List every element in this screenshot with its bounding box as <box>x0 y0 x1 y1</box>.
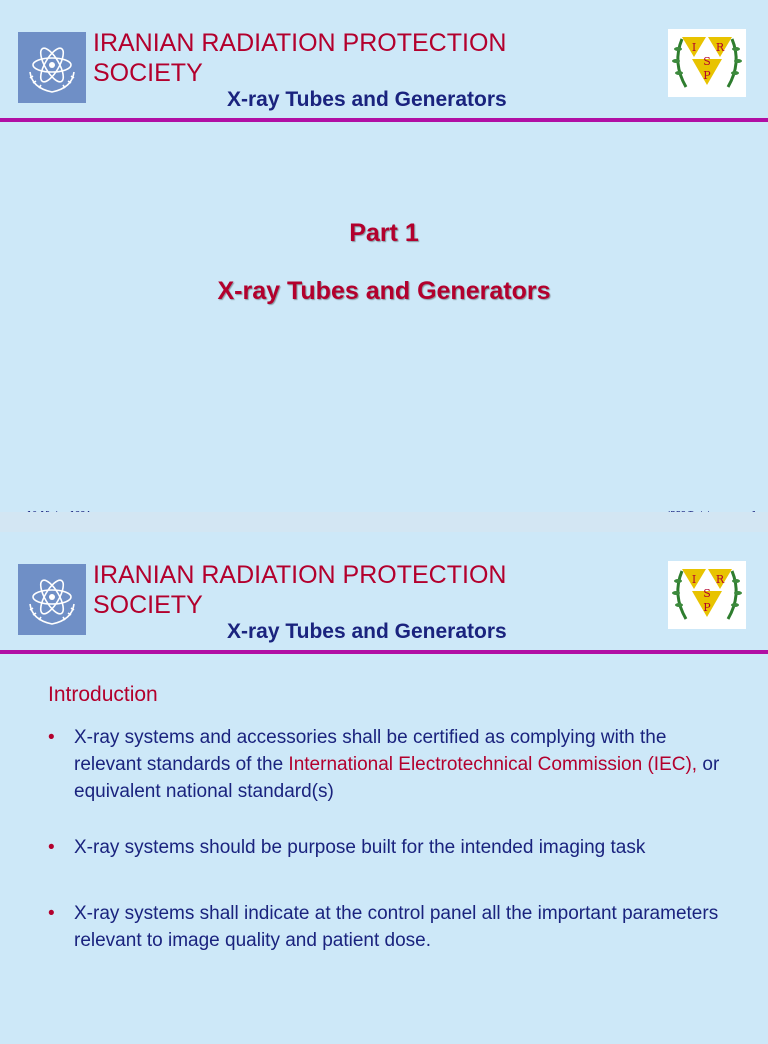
org-title-line2: SOCIETY <box>93 59 203 87</box>
logo-letter-i: I <box>691 573 697 586</box>
bullet-dot-icon: • <box>48 727 55 748</box>
org-title-line1: IRANIAN RADIATION PROTECTION <box>93 561 507 589</box>
logo-letter-r: R <box>715 573 725 586</box>
logo-letter-s: S <box>703 55 711 68</box>
bullet-item <box>48 724 738 805</box>
bullet-item <box>48 834 738 861</box>
logo-letter-r: R <box>715 41 725 54</box>
bullet-dot-icon: • <box>48 903 55 924</box>
org-title <box>93 560 593 620</box>
section-heading: Introduction <box>48 683 158 706</box>
slide-2 <box>0 532 768 1044</box>
logo-letter-p: P <box>703 69 711 82</box>
bullet-item <box>48 900 738 954</box>
iaea-logo-icon <box>18 564 86 635</box>
slide-1 <box>0 0 768 512</box>
irps-logo-icon <box>668 561 746 629</box>
slide-subtitle: X-ray Tubes and Generators <box>227 88 507 111</box>
irps-logo-icon <box>668 29 746 97</box>
logo-letter-i: I <box>691 41 697 54</box>
org-title-line2: SOCIETY <box>93 591 203 619</box>
iec-highlight: International Electrotechnical Commission (IEC), <box>288 754 698 775</box>
logo-letter-s: S <box>703 587 711 600</box>
bullet-text-end: or equivalent national standard(s) <box>74 754 720 802</box>
part-number: Part 1 <box>349 219 419 247</box>
logo-letter-p: P <box>703 601 711 614</box>
bullet-text: X-ray systems shall indicate at the control panel all the important parameters relevant to image quality and patient dose. <box>74 903 719 951</box>
header-divider <box>0 118 768 122</box>
iaea-logo-icon <box>18 32 86 103</box>
slide-separator <box>0 512 768 532</box>
bullet-text-start: X-ray systems and accessories shall be certified as complying with the relevant standards of the <box>74 727 667 775</box>
bullet-dot-icon: • <box>48 837 55 858</box>
header-divider <box>0 650 768 654</box>
org-title <box>93 28 593 88</box>
part-title: X-ray Tubes and Generators <box>217 277 551 305</box>
bullet-text <box>74 724 738 805</box>
slide-subtitle: X-ray Tubes and Generators <box>227 620 507 643</box>
org-title-line1: IRANIAN RADIATION PROTECTION <box>93 29 507 57</box>
bullet-text: X-ray systems should be purpose built for the intended imaging task <box>74 837 646 858</box>
